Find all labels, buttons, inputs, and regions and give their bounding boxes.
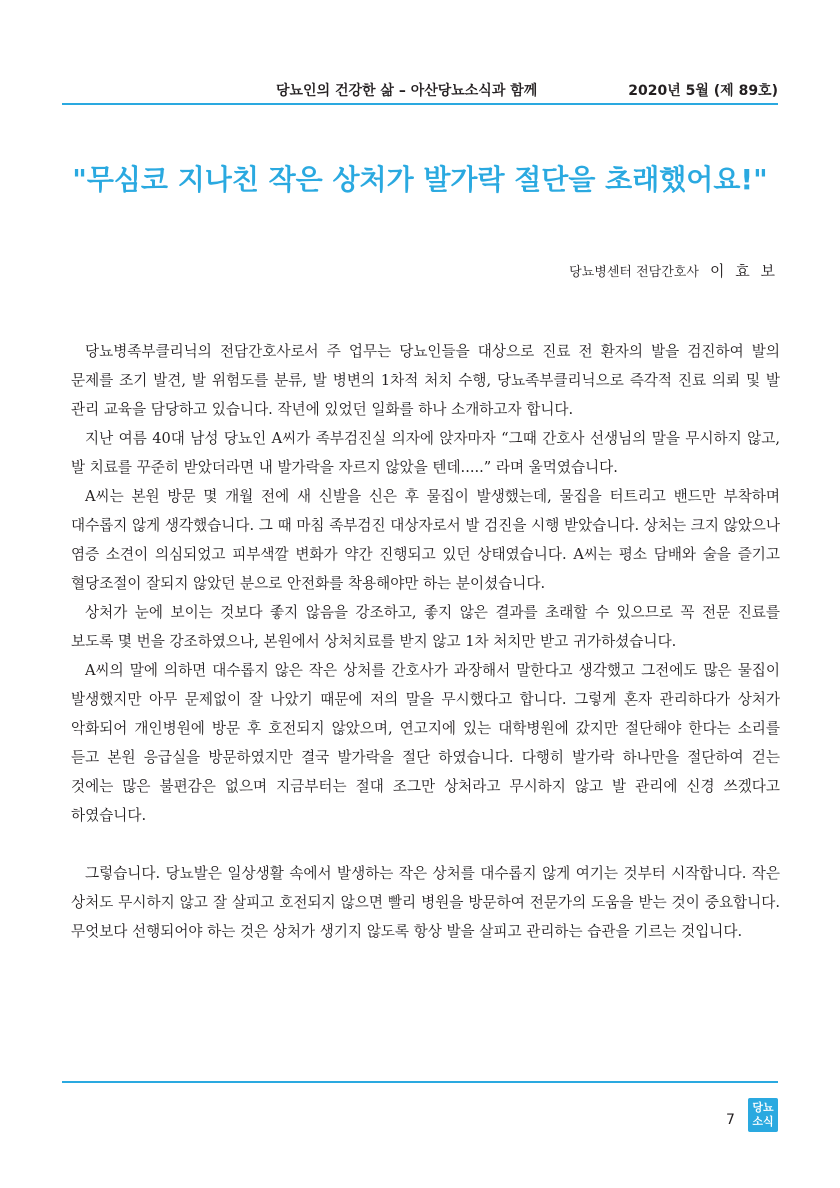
footer-divider [62, 1081, 778, 1083]
header-series-title: 당뇨인의 건강한 삶 – 아산당뇨소식과 함께 [276, 83, 538, 99]
page-number: 7 [726, 1112, 735, 1128]
article-body [71, 337, 780, 946]
byline [569, 260, 778, 281]
article-paragraph: 상처가 눈에 보이는 것보다 좋지 않음을 강조하고, 좋지 않은 결과를 초래할 수 있으므로 꼭 전문 진료를 보도록 몇 번을 강조하였으나, 본원에서 상처치료를 받지 않고 1차 처치만 받고 귀가하셨습니다. [71, 604, 780, 650]
article-paragraph: A씨의 말에 의하면 대수롭지 않은 작은 상처를 간호사가 과장해서 말한다고 생각했고 그전에도 많은 물집이 발생했지만 아무 문제없이 잘 나았기 때문에 저의 말을 무시했다고 합니다. 그렇게 혼자 관리하다가 상처가 악화되어 개인병원에 방문 후 호전되지 않았으며, 연고지에 있는 대학병원에 갔지만 절단해야 한다는 소리를 듣고 본원 응급실을 방문하였지만 결국 발가락을 절단 하였습니다. 다행히 발가락 하나만을 절단하여 걷는 것에는 많은 불편감은 없으며 지금부터는 절대 조그만 상처라고 무시하지 않고 발 관리에 신경 쓰겠다고 하였습니다. [71, 662, 780, 824]
header-issue-date: 2020년 5월 (제 89호) [628, 83, 778, 99]
running-header [62, 80, 778, 104]
badge-line-2: 소식 [752, 1115, 774, 1128]
newsletter-badge-logo [748, 1098, 778, 1132]
article-title: "무심코 지나친 작은 상처가 발가락 절단을 초래했어요!" [72, 163, 768, 196]
article-paragraph: 당뇨병족부클리닉의 전담간호사로서 주 업무는 당뇨인들을 대상으로 진료 전 환자의 발을 검진하여 발의 문제를 조기 발견, 발 위험도를 분류, 발 병변의 1차적 처치 수행, 당뇨족부클리닉으로 즉각적 진료 의뢰 및 발 관리 교육을 담당하고 있습니다. 작년에 있었던 일화를 하나 소개하고자 합니다. [71, 343, 780, 418]
article-paragraph: 지난 여름 40대 남성 당뇨인 A씨가 족부검진실 의자에 앉자마자 “그때 간호사 선생님의 말을 무시하지 않고, 발 치료를 꾸준히 받았더라면 내 발가락을 자르지 않았을 텐데.....” 라며 울먹였습니다. [71, 430, 780, 476]
byline-author-name: 이 효 보 [709, 262, 778, 280]
article-paragraph: A씨는 본원 방문 몇 개월 전에 새 신발을 신은 후 물집이 발생했는데, 물집을 터트리고 밴드만 부착하며 대수롭지 않게 생각했습니다. 그 때 마침 족부검진 대상자로서 발 검진을 시행 받았습니다. 상처는 크지 않았으나 염증 소견이 의심되었고 피부색깔 변화가 약간 진행되고 있던 상태였습니다. A씨는 평소 담배와 술을 즐기고 혈당조절이 잘되지 않았던 분으로 안전화를 착용해야만 하는 분이셨습니다. [71, 488, 780, 592]
badge-line-1: 당뇨 [752, 1101, 774, 1114]
byline-role: 당뇨병센터 전담간호사 [569, 265, 699, 280]
article-paragraph-conclusion: 그렇습니다. 당뇨발은 일상생활 속에서 발생하는 작은 상처를 대수롭지 않게 여기는 것부터 시작합니다. 작은 상처도 무시하지 않고 잘 살피고 호전되지 않으면 빨리 병원을 방문하여 전문가의 도움을 받는 것이 중요합니다. 무엇보다 선행되어야 하는 것은 상처가 생기지 않도록 항상 발을 살피고 관리하는 습관을 기르는 것입니다. [71, 865, 780, 940]
header-divider [62, 103, 778, 105]
